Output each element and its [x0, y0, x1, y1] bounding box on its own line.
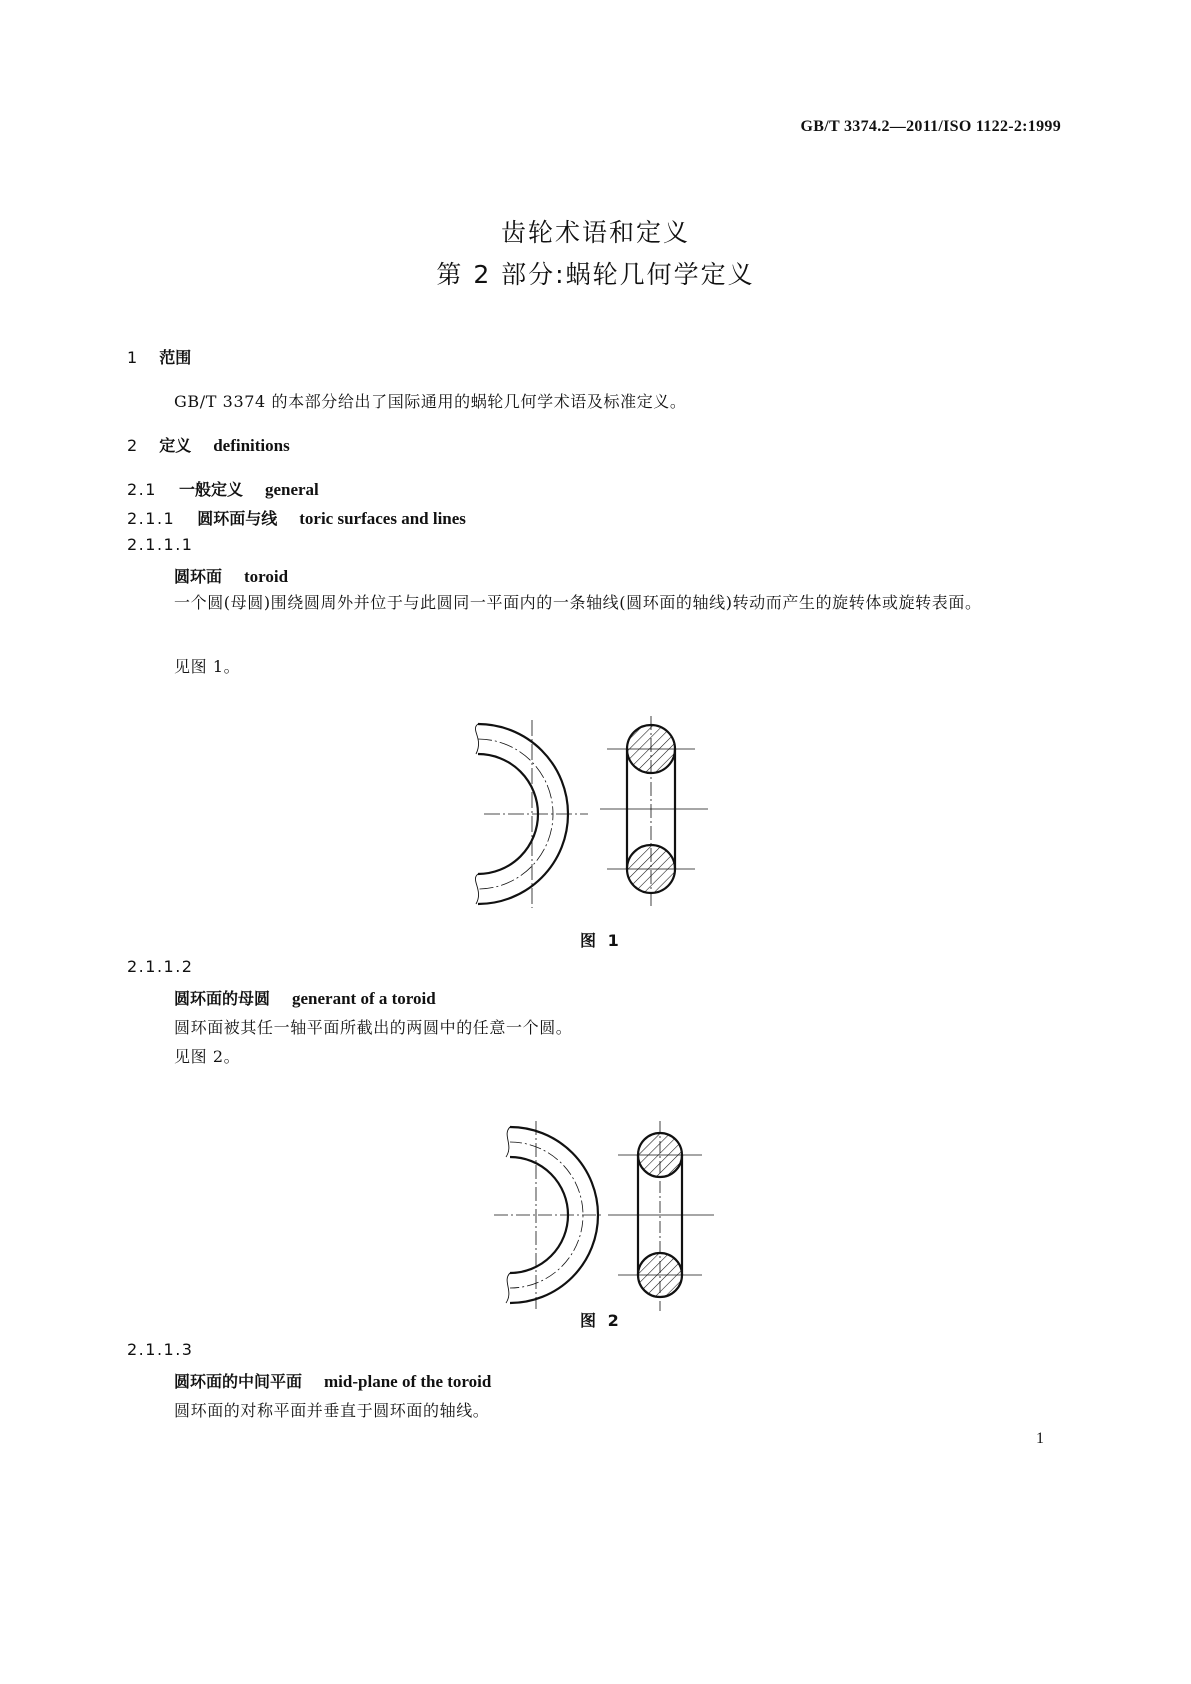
section-title-zh: 圆环面与线 — [197, 509, 278, 528]
break-line-top — [506, 1127, 510, 1157]
section-2-heading — [127, 433, 290, 456]
break-line-bottom — [475, 874, 478, 904]
term-definition: 圆环面的对称平面并垂直于圆环面的轴线。 — [174, 1401, 490, 1420]
clause-number: 2.1.1.3 — [127, 1340, 194, 1359]
break-line-top — [475, 724, 478, 754]
document-subtitle: 第 2 部分:蜗轮几何学定义 — [436, 260, 755, 289]
section-title-zh: 一般定义 — [178, 480, 243, 499]
figure-2-generant-drawing — [490, 1115, 730, 1315]
section-title-en: toric surfaces and lines — [299, 509, 466, 528]
break-line-bottom — [506, 1273, 510, 1303]
see-figure-note: 见图 2。 — [174, 1047, 241, 1066]
standard-number: GB/T 3374.2—2011/ISO 1122-2:1999 — [800, 118, 1061, 135]
figure-1-toroid-drawing — [470, 710, 730, 920]
figure-2-caption: 图 2 — [580, 1311, 622, 1330]
clause-number: 2.1.1.2 — [127, 957, 194, 976]
section-2-1-1-heading — [127, 506, 466, 529]
clause-number: 2.1.1.1 — [127, 535, 194, 554]
term-zh: 圆环面的中间平面 — [174, 1372, 303, 1391]
term-heading — [174, 1369, 491, 1392]
term-definition: 圆环面被其任一轴平面所截出的两圆中的任意一个圆。 — [174, 1018, 573, 1037]
section-2-1-heading — [127, 477, 319, 500]
term-en: generant of a toroid — [292, 989, 436, 1008]
term-definition: 一个圆(母圆)围绕圆周外并位于与此圆同一平面内的一条轴线(圆环面的轴线)转动而产生的旋转体或旋转表面。 — [174, 593, 982, 612]
term-en: mid-plane of the toroid — [324, 1372, 492, 1391]
section-title-en: general — [264, 480, 319, 499]
section-title-en: definitions — [213, 436, 290, 455]
scope-paragraph: GB/T 3374 的本部分给出了国际通用的蜗轮几何学术语及标准定义。 — [174, 392, 687, 411]
page-number: 1 — [1036, 1430, 1044, 1447]
section-1-heading — [127, 345, 191, 368]
term-heading — [174, 986, 436, 1009]
see-figure-note: 见图 1。 — [174, 657, 241, 676]
figure-1-caption: 图 1 — [580, 931, 622, 950]
document-title: 齿轮术语和定义 — [500, 218, 690, 247]
section-title-zh: 定义 — [159, 436, 192, 455]
section-number: 2.1.1 — [127, 509, 176, 528]
term-zh: 圆环面的母圆 — [174, 989, 271, 1008]
section-number: 1 — [127, 348, 138, 367]
term-en: toroid — [244, 567, 289, 586]
term-heading — [174, 564, 288, 587]
section-title: 范围 — [159, 348, 192, 367]
section-number: 2 — [127, 436, 138, 455]
term-zh: 圆环面 — [174, 567, 223, 586]
section-number: 2.1 — [127, 480, 157, 499]
